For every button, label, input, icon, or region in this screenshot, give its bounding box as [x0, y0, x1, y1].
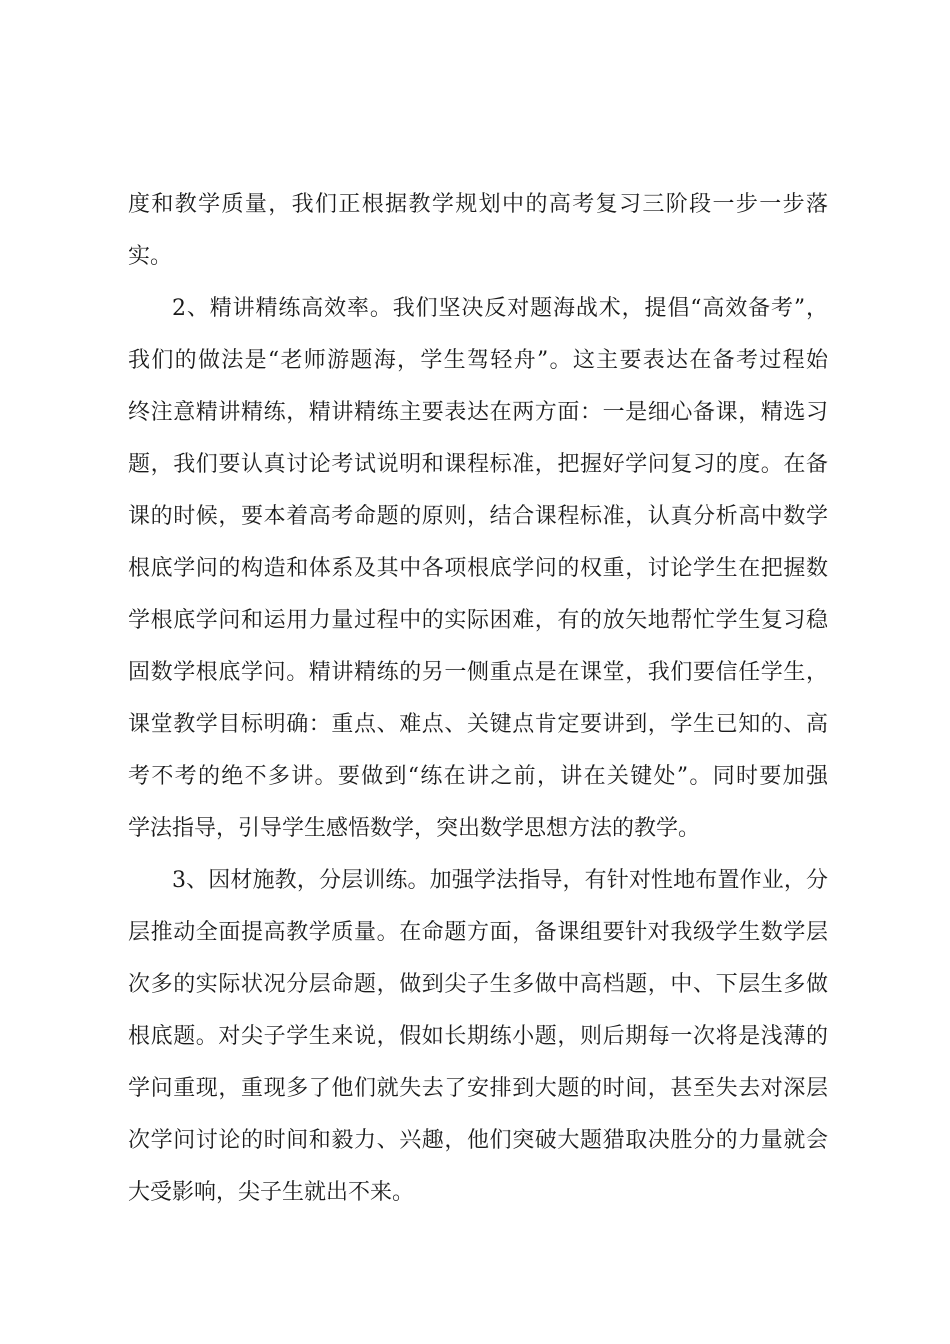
text-line: 我们的做法是“老师游题海，学生驾轻舟”。这主要表达在备考过程始 [128, 348, 828, 373]
text-line: 实。 [128, 244, 173, 269]
text-line: 课堂教学目标明确：重点、难点、关键点肯定要讲到，学生已知的、高 [128, 712, 828, 737]
text-line: 学问重现，重现多了他们就失去了安排到大题的时间，甚至失去对深层 [128, 1076, 828, 1101]
text-line: 根底学问的构造和体系及其中各项根底学问的权重，讨论学生在把握数 [128, 556, 828, 581]
text-line: 次多的实际状况分层命题，做到尖子生多做中高档题，中、下层生多做 [128, 972, 828, 997]
text-line: 学法指导，引导学生感悟数学，突出数学思想方法的教学。 [128, 816, 701, 841]
text-line: 根底题。对尖子学生来说，假如长期练小题，则后期每一次将是浅薄的 [128, 1024, 828, 1049]
text-line: 终注意精讲精练，精讲精练主要表达在两方面：一是细心备课，精选习 [128, 400, 828, 425]
text-line: 学根底学问和运用力量过程中的实际困难，有的放矢地帮忙学生复习稳 [128, 608, 828, 633]
text-line: 大受影响，尖子生就出不来。 [128, 1180, 415, 1205]
text-line: 固数学根底学问。精讲精练的另一侧重点是在课堂，我们要信任学生， [128, 660, 828, 685]
text-line: 3、因材施教，分层训练。加强学法指导，有针对性地布置作业，分 [172, 868, 828, 893]
text-line: 题，我们要认真讨论考试说明和课程标准，把握好学问复习的度。在备 [128, 452, 828, 477]
text-line: 度和教学质量，我们正根据教学规划中的高考复习三阶段一步一步落 [128, 192, 828, 217]
text-line: 层推动全面提高教学质量。在命题方面，备课组要针对我级学生数学层 [128, 920, 828, 945]
text-line: 课的时候，要本着高考命题的原则，结合课程标准，认真分析高中数学 [128, 504, 828, 529]
text-line: 次学问讨论的时间和毅力、兴趣，他们突破大题猎取决胜分的力量就会 [128, 1128, 828, 1153]
text-line: 2、精讲精练高效率。我们坚决反对题海战术，提倡“高效备考”， [172, 296, 828, 321]
text-line: 考不考的绝不多讲。要做到“练在讲之前，讲在关键处”。同时要加强 [128, 764, 828, 789]
